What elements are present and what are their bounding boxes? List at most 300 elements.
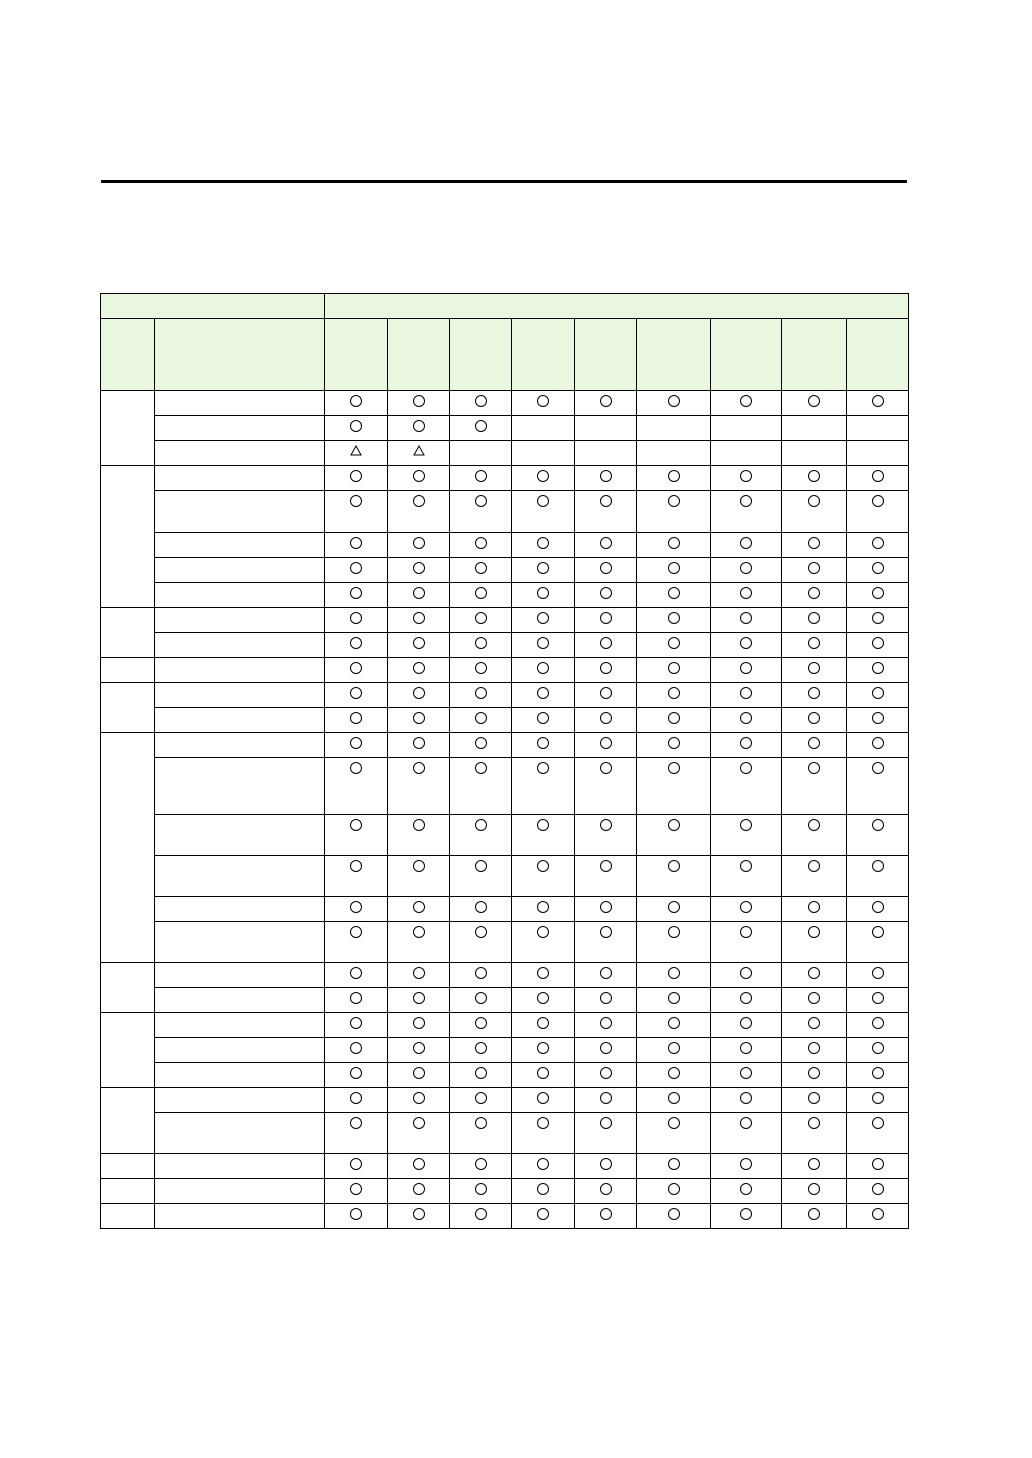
row-label-cell	[155, 491, 325, 533]
table-row	[101, 856, 909, 897]
table-row	[101, 963, 909, 988]
circle-mark-icon	[475, 420, 487, 432]
mark-cell	[782, 416, 847, 441]
column-header-7	[711, 319, 782, 391]
mark-cell	[782, 1063, 847, 1088]
circle-mark-icon	[668, 926, 680, 938]
mark-cell	[512, 608, 575, 633]
row-label-cell	[155, 1063, 325, 1088]
circle-mark-icon	[600, 662, 612, 674]
mark-cell	[782, 856, 847, 897]
circle-mark-icon	[808, 537, 820, 549]
mark-cell	[450, 856, 512, 897]
circle-mark-icon	[350, 537, 362, 549]
circle-mark-icon	[740, 562, 752, 574]
circle-mark-icon	[740, 612, 752, 624]
circle-mark-icon	[668, 662, 680, 674]
mark-cell	[575, 922, 637, 963]
mark-cell	[325, 633, 388, 658]
mark-cell	[782, 733, 847, 758]
circle-mark-icon	[808, 662, 820, 674]
mark-cell	[325, 856, 388, 897]
mark-cell	[637, 708, 711, 733]
circle-mark-icon	[872, 819, 884, 831]
mark-cell	[450, 1154, 512, 1179]
mark-cell	[637, 1113, 711, 1154]
row-label-cell	[155, 558, 325, 583]
row-label-cell	[155, 856, 325, 897]
circle-mark-icon	[872, 662, 884, 674]
circle-mark-icon	[668, 1017, 680, 1029]
mark-cell	[512, 988, 575, 1013]
mark-cell	[637, 583, 711, 608]
row-label-cell	[155, 683, 325, 708]
mark-cell	[512, 533, 575, 558]
circle-mark-icon	[413, 1158, 425, 1170]
group-label-cell	[101, 1088, 155, 1154]
circle-mark-icon	[808, 1183, 820, 1195]
row-label-cell	[155, 583, 325, 608]
table-row	[101, 608, 909, 633]
mark-cell	[782, 1113, 847, 1154]
mark-cell	[711, 608, 782, 633]
circle-mark-icon	[350, 1117, 362, 1129]
mark-cell	[325, 391, 388, 416]
circle-mark-icon	[668, 470, 680, 482]
row-label-cell	[155, 533, 325, 558]
mark-cell	[325, 583, 388, 608]
mark-cell	[847, 1179, 909, 1204]
mark-cell	[637, 491, 711, 533]
mark-cell	[637, 1179, 711, 1204]
mark-cell	[782, 963, 847, 988]
row-label-cell	[155, 1179, 325, 1204]
mark-cell	[325, 533, 388, 558]
circle-mark-icon	[537, 470, 549, 482]
circle-mark-icon	[600, 470, 612, 482]
mark-cell	[782, 466, 847, 491]
mark-cell	[575, 491, 637, 533]
circle-mark-icon	[537, 1117, 549, 1129]
circle-mark-icon	[537, 637, 549, 649]
mark-cell	[575, 815, 637, 856]
circle-mark-icon	[740, 860, 752, 872]
circle-mark-icon	[475, 901, 487, 913]
circle-mark-icon	[872, 1208, 884, 1220]
circle-mark-icon	[872, 562, 884, 574]
mark-cell	[782, 1204, 847, 1229]
circle-mark-icon	[413, 1017, 425, 1029]
table-row	[101, 1113, 909, 1154]
circle-mark-icon	[350, 860, 362, 872]
circle-mark-icon	[350, 1158, 362, 1170]
table-row	[101, 1204, 909, 1229]
mark-cell	[450, 733, 512, 758]
mark-cell	[637, 658, 711, 683]
circle-mark-icon	[475, 712, 487, 724]
mark-cell	[450, 1204, 512, 1229]
mark-cell	[847, 1063, 909, 1088]
circle-mark-icon	[350, 612, 362, 624]
circle-mark-icon	[872, 687, 884, 699]
circle-mark-icon	[808, 1092, 820, 1104]
mark-cell	[388, 533, 450, 558]
circle-mark-icon	[600, 637, 612, 649]
mark-cell	[512, 897, 575, 922]
mark-cell	[847, 491, 909, 533]
mark-cell	[325, 1063, 388, 1088]
circle-mark-icon	[350, 687, 362, 699]
table-row	[101, 1038, 909, 1063]
mark-cell	[782, 441, 847, 466]
circle-mark-icon	[413, 860, 425, 872]
mark-cell	[637, 1154, 711, 1179]
circle-mark-icon	[808, 395, 820, 407]
circle-mark-icon	[537, 612, 549, 624]
mark-cell	[637, 391, 711, 416]
mark-cell	[325, 963, 388, 988]
circle-mark-icon	[668, 967, 680, 979]
circle-mark-icon	[668, 612, 680, 624]
row-label-cell	[155, 758, 325, 815]
circle-mark-icon	[600, 737, 612, 749]
circle-mark-icon	[668, 860, 680, 872]
circle-mark-icon	[740, 737, 752, 749]
mark-cell	[450, 1179, 512, 1204]
table-row	[101, 758, 909, 815]
mark-cell	[388, 1013, 450, 1038]
mark-cell	[450, 1113, 512, 1154]
mark-cell	[711, 1113, 782, 1154]
circle-mark-icon	[475, 1183, 487, 1195]
circle-mark-icon	[350, 562, 362, 574]
mark-cell	[325, 416, 388, 441]
mark-cell	[711, 708, 782, 733]
mark-cell	[512, 416, 575, 441]
circle-mark-icon	[413, 587, 425, 599]
mark-cell	[847, 758, 909, 815]
circle-mark-icon	[872, 1117, 884, 1129]
mark-cell	[512, 583, 575, 608]
circle-mark-icon	[475, 1092, 487, 1104]
mark-cell	[450, 1063, 512, 1088]
mark-cell	[512, 558, 575, 583]
mark-cell	[575, 583, 637, 608]
row-label-cell	[155, 1113, 325, 1154]
circle-mark-icon	[808, 712, 820, 724]
circle-mark-icon	[350, 737, 362, 749]
mark-cell	[847, 733, 909, 758]
circle-mark-icon	[740, 470, 752, 482]
circle-mark-icon	[808, 1158, 820, 1170]
mark-cell	[325, 815, 388, 856]
mark-cell	[575, 683, 637, 708]
mark-cell	[711, 583, 782, 608]
circle-mark-icon	[740, 1183, 752, 1195]
circle-mark-icon	[475, 992, 487, 1004]
circle-mark-icon	[668, 1092, 680, 1104]
mark-cell	[575, 708, 637, 733]
circle-mark-icon	[413, 1183, 425, 1195]
mark-cell	[325, 466, 388, 491]
row-label-cell	[155, 922, 325, 963]
mark-cell	[847, 815, 909, 856]
mark-cell	[847, 963, 909, 988]
mark-cell	[847, 533, 909, 558]
circle-mark-icon	[537, 1208, 549, 1220]
mark-cell	[782, 758, 847, 815]
mark-cell	[782, 988, 847, 1013]
mark-cell	[575, 558, 637, 583]
mark-cell	[847, 1013, 909, 1038]
circle-mark-icon	[808, 470, 820, 482]
table-row	[101, 658, 909, 683]
circle-mark-icon	[600, 1042, 612, 1054]
circle-mark-icon	[537, 495, 549, 507]
mark-cell	[575, 633, 637, 658]
circle-mark-icon	[350, 470, 362, 482]
circle-mark-icon	[413, 395, 425, 407]
circle-mark-icon	[600, 395, 612, 407]
mark-cell	[711, 633, 782, 658]
mark-cell	[512, 758, 575, 815]
mark-cell	[782, 533, 847, 558]
group-label-cell	[101, 466, 155, 608]
mark-cell	[388, 391, 450, 416]
group-label-cell	[101, 1013, 155, 1088]
title-rule	[101, 180, 907, 183]
circle-mark-icon	[740, 1067, 752, 1079]
mark-cell	[782, 391, 847, 416]
mark-cell	[575, 416, 637, 441]
mark-cell	[388, 466, 450, 491]
mark-cell	[450, 988, 512, 1013]
mark-cell	[512, 1179, 575, 1204]
circle-mark-icon	[740, 712, 752, 724]
table-row	[101, 558, 909, 583]
mark-cell	[325, 758, 388, 815]
circle-mark-icon	[537, 687, 549, 699]
circle-mark-icon	[668, 562, 680, 574]
circle-mark-icon	[600, 1092, 612, 1104]
mark-cell	[575, 466, 637, 491]
mark-cell	[388, 1154, 450, 1179]
circle-mark-icon	[475, 1042, 487, 1054]
table-row	[101, 1013, 909, 1038]
circle-mark-icon	[872, 537, 884, 549]
mark-cell	[782, 1179, 847, 1204]
circle-mark-icon	[537, 967, 549, 979]
circle-mark-icon	[740, 1017, 752, 1029]
mark-cell	[512, 733, 575, 758]
mark-cell	[637, 441, 711, 466]
group-label-cell	[101, 1179, 155, 1204]
circle-mark-icon	[740, 992, 752, 1004]
row-label-cell	[155, 1204, 325, 1229]
mark-cell	[450, 1038, 512, 1063]
mark-cell	[450, 441, 512, 466]
circle-mark-icon	[600, 1017, 612, 1029]
circle-mark-icon	[600, 1067, 612, 1079]
circle-mark-icon	[537, 901, 549, 913]
mark-cell	[711, 466, 782, 491]
row-label-cell	[155, 658, 325, 683]
circle-mark-icon	[668, 1183, 680, 1195]
circle-mark-icon	[350, 1092, 362, 1104]
mark-cell	[575, 1038, 637, 1063]
column-header-2	[388, 319, 450, 391]
mark-cell	[575, 856, 637, 897]
mark-cell	[575, 1088, 637, 1113]
mark-cell	[388, 922, 450, 963]
circle-mark-icon	[872, 470, 884, 482]
circle-mark-icon	[740, 926, 752, 938]
circle-mark-icon	[808, 992, 820, 1004]
circle-mark-icon	[668, 1067, 680, 1079]
mark-cell	[637, 533, 711, 558]
circle-mark-icon	[600, 712, 612, 724]
circle-mark-icon	[413, 1208, 425, 1220]
group-label-cell	[101, 963, 155, 1013]
circle-mark-icon	[475, 562, 487, 574]
circle-mark-icon	[872, 1158, 884, 1170]
circle-mark-icon	[600, 901, 612, 913]
circle-mark-icon	[413, 1042, 425, 1054]
mark-cell	[512, 491, 575, 533]
mark-cell	[847, 633, 909, 658]
mark-cell	[782, 633, 847, 658]
row-label-cell	[155, 988, 325, 1013]
circle-mark-icon	[413, 901, 425, 913]
circle-mark-icon	[413, 1117, 425, 1129]
circle-mark-icon	[350, 1042, 362, 1054]
mark-cell	[711, 922, 782, 963]
circle-mark-icon	[475, 1117, 487, 1129]
row-label-cell	[155, 963, 325, 988]
mark-cell	[782, 897, 847, 922]
circle-mark-icon	[475, 587, 487, 599]
circle-mark-icon	[350, 637, 362, 649]
circle-mark-icon	[600, 860, 612, 872]
table-row	[101, 391, 909, 416]
circle-mark-icon	[413, 992, 425, 1004]
circle-mark-icon	[413, 662, 425, 674]
mark-cell	[512, 963, 575, 988]
table-row	[101, 633, 909, 658]
mark-cell	[388, 758, 450, 815]
mark-cell	[711, 897, 782, 922]
circle-mark-icon	[413, 762, 425, 774]
circle-mark-icon	[475, 762, 487, 774]
mark-cell	[512, 1013, 575, 1038]
mark-cell	[575, 658, 637, 683]
circle-mark-icon	[740, 687, 752, 699]
circle-mark-icon	[600, 537, 612, 549]
circle-mark-icon	[600, 1183, 612, 1195]
comparison-table	[100, 293, 909, 1229]
circle-mark-icon	[872, 1092, 884, 1104]
mark-cell	[637, 558, 711, 583]
mark-cell	[388, 608, 450, 633]
circle-mark-icon	[808, 967, 820, 979]
circle-mark-icon	[413, 612, 425, 624]
mark-cell	[388, 897, 450, 922]
mark-cell	[782, 1038, 847, 1063]
circle-mark-icon	[537, 1183, 549, 1195]
group-label-cell	[101, 608, 155, 658]
circle-mark-icon	[413, 562, 425, 574]
mark-cell	[325, 1088, 388, 1113]
mark-cell	[512, 441, 575, 466]
circle-mark-icon	[600, 562, 612, 574]
mark-cell	[575, 988, 637, 1013]
circle-mark-icon	[872, 712, 884, 724]
circle-mark-icon	[808, 901, 820, 913]
mark-cell	[388, 558, 450, 583]
circle-mark-icon	[668, 637, 680, 649]
circle-mark-icon	[413, 537, 425, 549]
circle-mark-icon	[537, 587, 549, 599]
mark-cell	[575, 391, 637, 416]
circle-mark-icon	[668, 1158, 680, 1170]
circle-mark-icon	[872, 1067, 884, 1079]
mark-cell	[450, 658, 512, 683]
circle-mark-icon	[740, 587, 752, 599]
circle-mark-icon	[475, 662, 487, 674]
circle-mark-icon	[475, 1208, 487, 1220]
circle-mark-icon	[537, 712, 549, 724]
mark-cell	[782, 1088, 847, 1113]
circle-mark-icon	[872, 926, 884, 938]
mark-cell	[450, 466, 512, 491]
mark-cell	[637, 1038, 711, 1063]
mark-cell	[325, 1179, 388, 1204]
mark-cell	[450, 416, 512, 441]
circle-mark-icon	[872, 495, 884, 507]
circle-mark-icon	[475, 637, 487, 649]
table-row	[101, 466, 909, 491]
mark-cell	[847, 416, 909, 441]
group-label-cell	[101, 1204, 155, 1229]
circle-mark-icon	[413, 712, 425, 724]
row-label-cell	[155, 1154, 325, 1179]
mark-cell	[711, 1088, 782, 1113]
circle-mark-icon	[740, 637, 752, 649]
mark-cell	[711, 658, 782, 683]
circle-mark-icon	[808, 495, 820, 507]
circle-mark-icon	[668, 587, 680, 599]
table-row	[101, 683, 909, 708]
mark-cell	[847, 856, 909, 897]
circle-mark-icon	[537, 1017, 549, 1029]
row-label-cell	[155, 391, 325, 416]
circle-mark-icon	[475, 737, 487, 749]
circle-mark-icon	[740, 537, 752, 549]
mark-cell	[782, 491, 847, 533]
circle-mark-icon	[808, 637, 820, 649]
table-row	[101, 1063, 909, 1088]
circle-mark-icon	[668, 1208, 680, 1220]
circle-mark-icon	[600, 1117, 612, 1129]
circle-mark-icon	[350, 992, 362, 1004]
mark-cell	[847, 708, 909, 733]
mark-cell	[325, 683, 388, 708]
mark-cell	[637, 963, 711, 988]
mark-cell	[637, 897, 711, 922]
mark-cell	[450, 683, 512, 708]
mark-cell	[711, 1154, 782, 1179]
mark-cell	[388, 733, 450, 758]
